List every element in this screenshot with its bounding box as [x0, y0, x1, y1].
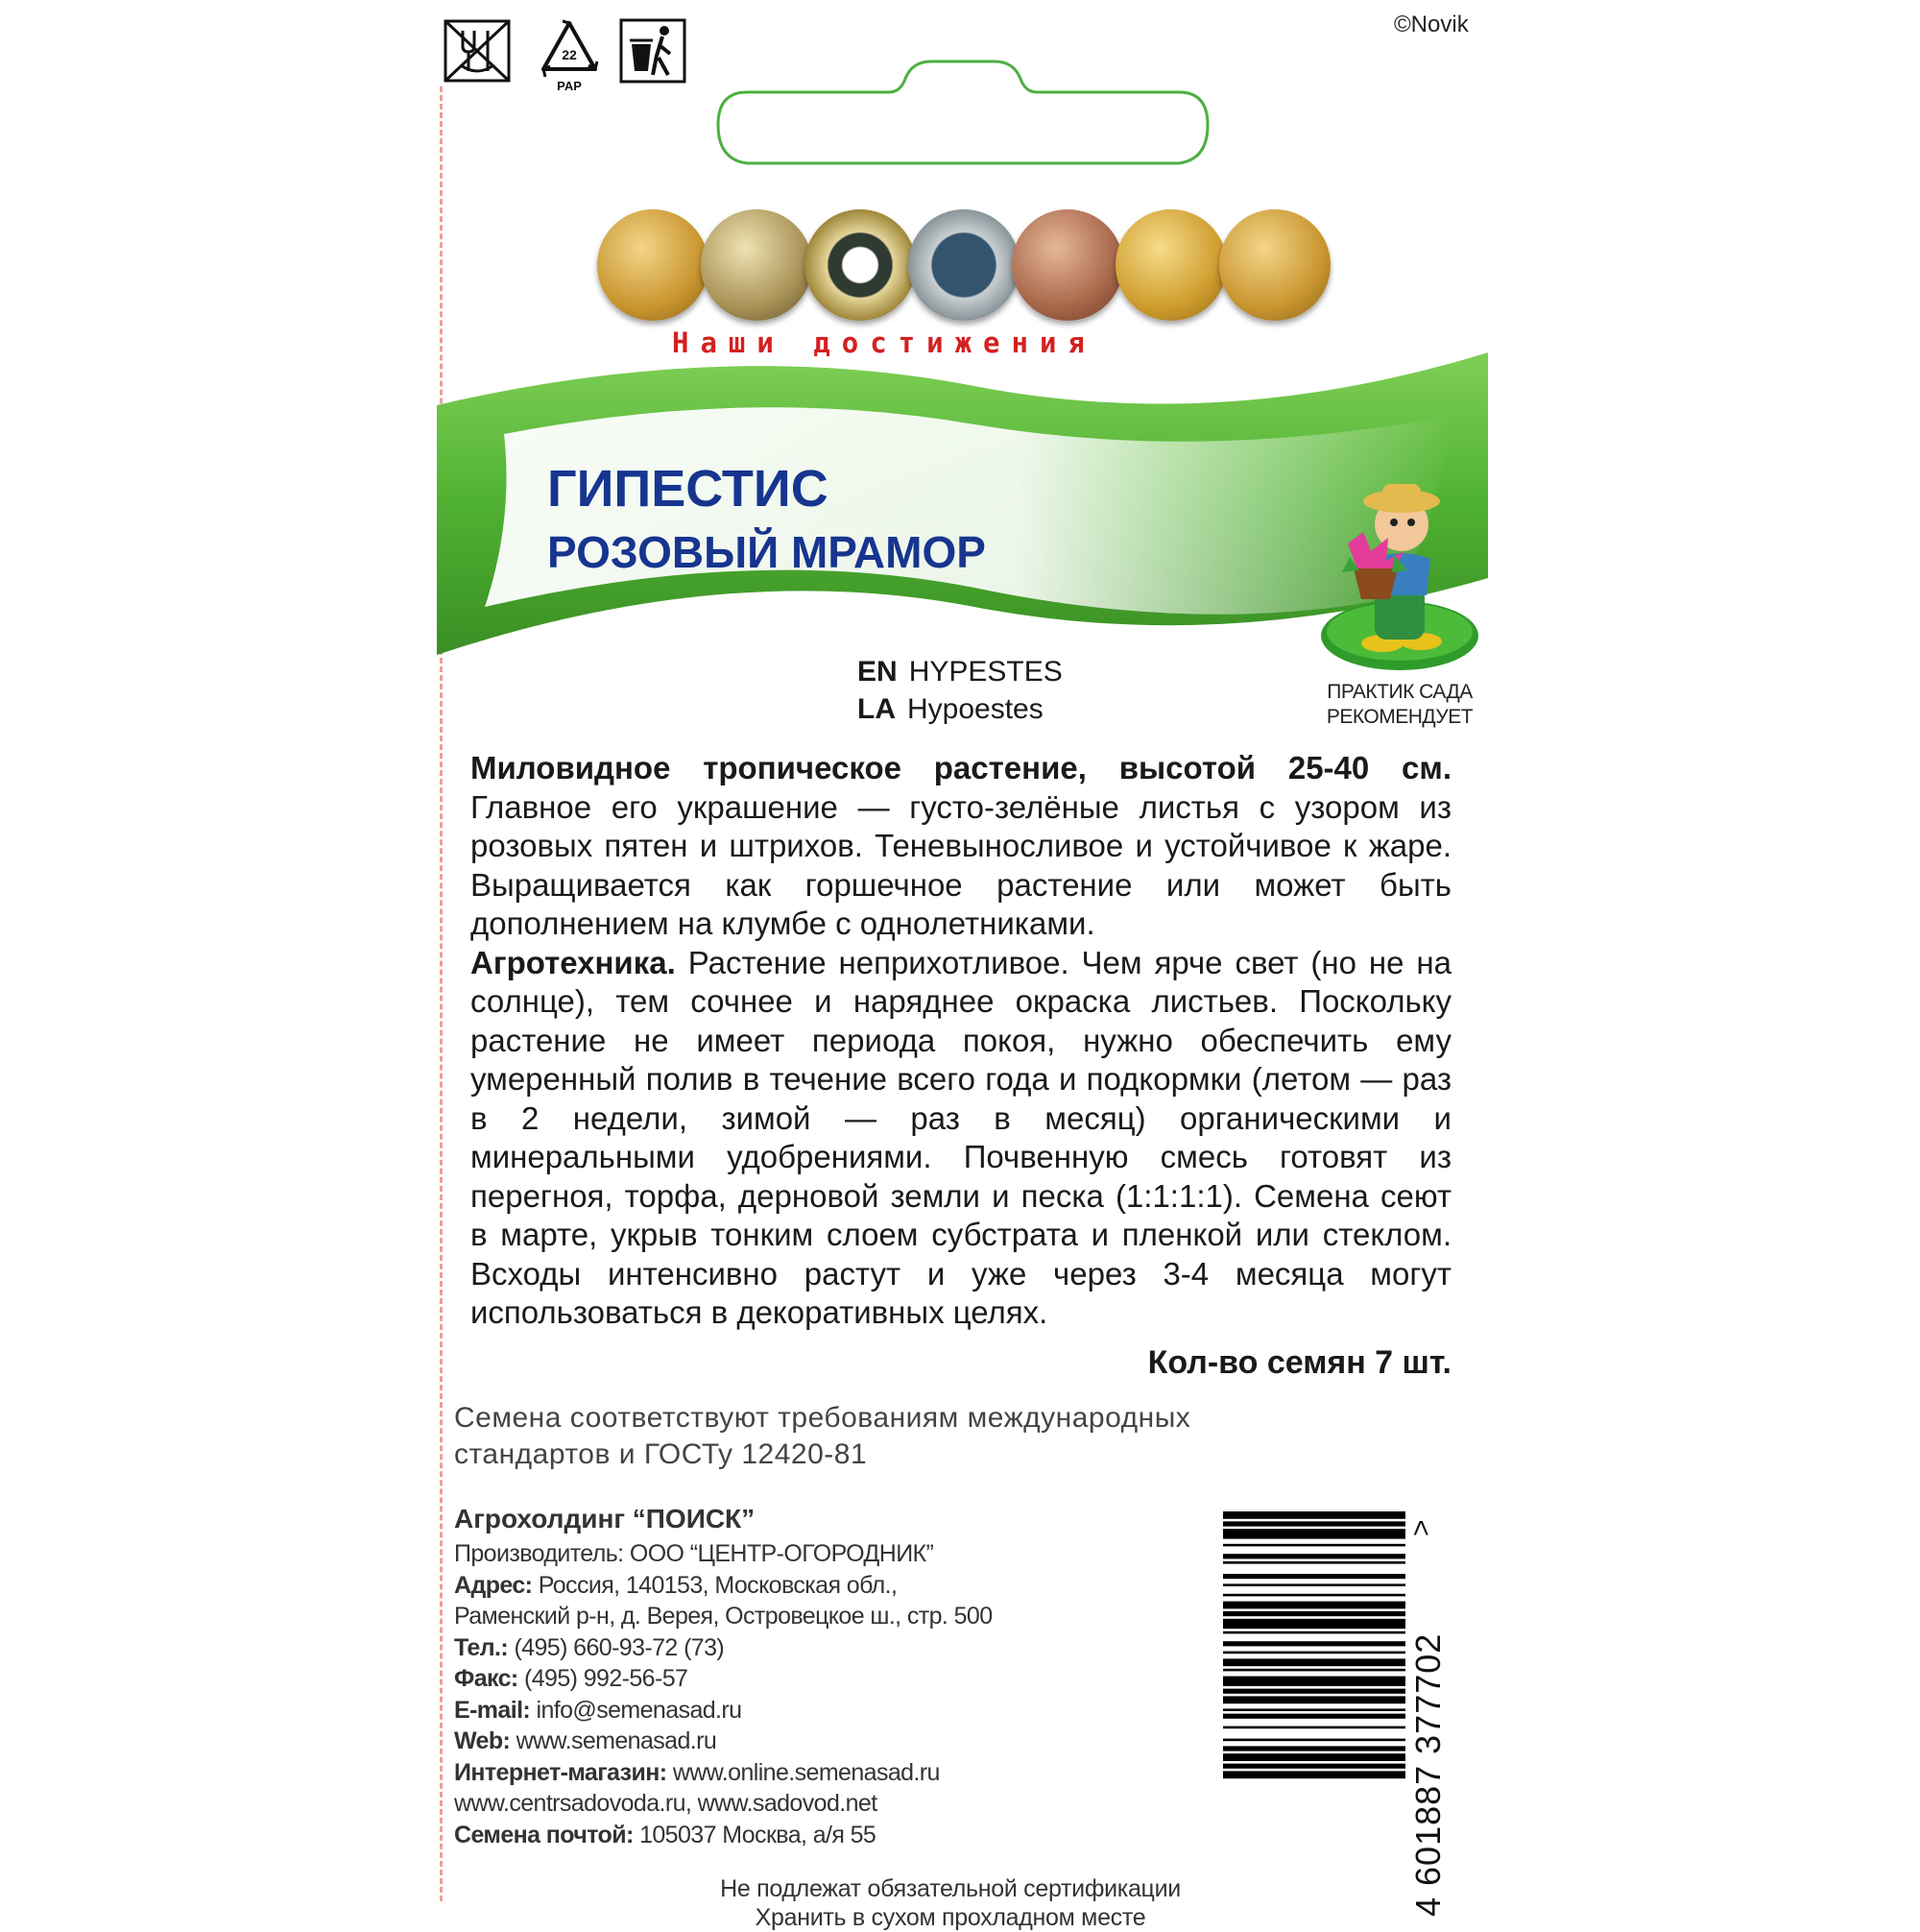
agrotechnics-text: Растение неприхотливое. Чем ярче свет (но не на солнце), тем сочнее и наряднее окраска листьев. Поскольку растение не имеет периода покоя, нужно обеспечить ему умеренный полив в течение всего года и подкормки (летом — раз в 2 недели, зимой — раз в месяц) органическими и минеральными удобрениями. Почвенную смесь готовят из перегноя, торфа, дерновой земли и песка (1:1:1:1). Семена сеют в марте, укрыв тонким слоем субстрата и пленкой или стеклом. Всходы интенсивно растут и уже через 3-4 месяца могут использоваться в декоративных целях.: [470, 944, 1452, 1330]
shop-link[interactable]: www.online.semenasad.ru: [672, 1758, 940, 1786]
barcode-bar: [1223, 1708, 1405, 1711]
barcode-bar: [1223, 1574, 1405, 1579]
recommend-line-2: РЕКОМЕНДУЕТ: [1326, 706, 1474, 728]
hang-tab-outline: [708, 56, 1217, 171]
address-line-1: Россия, 140153, Московская обл.,: [538, 1571, 898, 1599]
barcode-bar: [1223, 1619, 1405, 1629]
standards-note: [454, 1400, 1318, 1473]
recycle-22-pap-icon: [534, 17, 605, 93]
trash-bin-icon: [618, 17, 689, 85]
description-lead: Миловидное тропическое растение, высотой 25-40 см.: [470, 750, 1452, 785]
barcode-bar: [1223, 1602, 1405, 1609]
barcode-bar: [1223, 1641, 1405, 1646]
medal-6: [1116, 209, 1227, 321]
medal-7: [1219, 209, 1331, 321]
barcode-bar: [1223, 1658, 1405, 1666]
no-food-contact-icon: [442, 17, 513, 85]
barcode-bar: [1223, 1544, 1405, 1547]
barcode-number: 4 601887 377702: [1408, 1632, 1448, 1917]
medal-5: [1012, 209, 1123, 321]
mail-label: Семена почтой:: [454, 1821, 634, 1848]
barcode-bar: [1223, 1689, 1405, 1694]
web-label: Web:: [454, 1727, 511, 1754]
agrotechnics-label: Агротехника.: [470, 944, 676, 980]
standards-line-2: стандартов и ГОСТу 12420-81: [454, 1438, 868, 1470]
barcode-bar: [1223, 1594, 1405, 1597]
web-link[interactable]: www.semenasad.ru: [516, 1727, 717, 1754]
barcode-bar: [1223, 1652, 1405, 1654]
medal-4: [908, 209, 1020, 321]
barcode-bar: [1223, 1669, 1405, 1672]
copyright: ©Novik: [1394, 12, 1469, 37]
barcode-bar: [1223, 1714, 1405, 1719]
address-label: Адрес:: [454, 1571, 533, 1599]
barcode-bar: [1223, 1746, 1405, 1751]
product-variety: РОЗОВЫЙ МРАМОР: [547, 527, 986, 577]
la-name: Hypoestes: [907, 693, 1044, 725]
tel-value: (495) 660-93-72 (73): [514, 1633, 725, 1661]
barcode-digits: [1405, 1517, 1448, 1920]
en-code: EN: [857, 656, 898, 688]
email-label: E-mail:: [454, 1696, 531, 1724]
barcode-bar: [1223, 1583, 1405, 1586]
footer-line-1: Не подлежат обязательной сертификации: [720, 1875, 1181, 1902]
barcode-bar: [1223, 1739, 1405, 1742]
barcode-arrow: >: [1405, 1519, 1437, 1536]
barcode-bar: [1223, 1696, 1405, 1703]
achievements-label: Наши достижения: [672, 326, 1096, 359]
medal-3: [804, 209, 916, 321]
barcode-bar: [1223, 1611, 1405, 1616]
barcode-bar: [1223, 1554, 1405, 1558]
barcode-bar: [1223, 1511, 1405, 1519]
shop-label: Интернет-магазин:: [454, 1758, 667, 1786]
medals-row: [597, 209, 1327, 334]
footer-line-2: Хранить в сухом прохладном месте: [755, 1904, 1146, 1931]
latin-english-names: [857, 653, 1063, 728]
medal-2: [701, 209, 812, 321]
product-title: ГИПЕСТИС: [547, 460, 828, 518]
description-body: Главное его украшение — густо-зелёные листья с узором из розовых пятен и штрихов. Теневыносливое и устойчивое к жаре. Выращивается как горшечное растение или может быть дополнением на клумбе с однолетниками.: [470, 788, 1452, 941]
recycle-material: PAP: [557, 79, 582, 93]
en-name: HYPESTES: [908, 656, 1063, 688]
address-line-2: Раменский р-н, д. Верея, Островецкое ш., стр. 500: [454, 1603, 993, 1630]
mail-value: 105037 Москва, а/я 55: [639, 1821, 876, 1848]
barcode: [1223, 1508, 1405, 1901]
medal-1: [597, 209, 708, 321]
barcode-bar: [1223, 1764, 1405, 1769]
barcode-bar: [1223, 1521, 1405, 1526]
mascot-recommendation: [1317, 680, 1482, 730]
barcode-bar: [1223, 1727, 1405, 1729]
barcode-bar: [1223, 1771, 1405, 1778]
footer-notes: [662, 1874, 1238, 1932]
seeds-count: Кол-во семян 7 шт.: [1147, 1344, 1452, 1381]
email-link[interactable]: info@semenasad.ru: [536, 1696, 742, 1724]
barcode-bar: [1223, 1561, 1405, 1564]
recommend-line-1: ПРАКТИК САДА: [1327, 681, 1473, 703]
fax-label: Факс:: [454, 1665, 518, 1692]
product-description: [470, 749, 1452, 1333]
company-name: Агрохолдинг “ПОИСК”: [454, 1504, 756, 1534]
tel-label: Тел.:: [454, 1633, 509, 1661]
barcode-bar: [1223, 1631, 1405, 1634]
standards-line-1: Семена соответствуют требованиям международных: [454, 1402, 1191, 1434]
recycle-code: 22: [562, 47, 577, 62]
gardener-mascot-icon: [1315, 480, 1478, 672]
company-contacts: [454, 1538, 1222, 1850]
producer: Производитель: ООО “ЦЕНТР-ОГОРОДНИК”: [454, 1540, 934, 1567]
barcode-bar: [1223, 1529, 1405, 1538]
other-sites[interactable]: www.centrsadovoda.ru, www.sadovod.net: [454, 1790, 877, 1817]
barcode-bar: [1223, 1677, 1405, 1686]
la-code: LA: [857, 693, 896, 725]
barcode-bar: [1223, 1753, 1405, 1761]
fax-value: (495) 992-56-57: [524, 1665, 688, 1692]
